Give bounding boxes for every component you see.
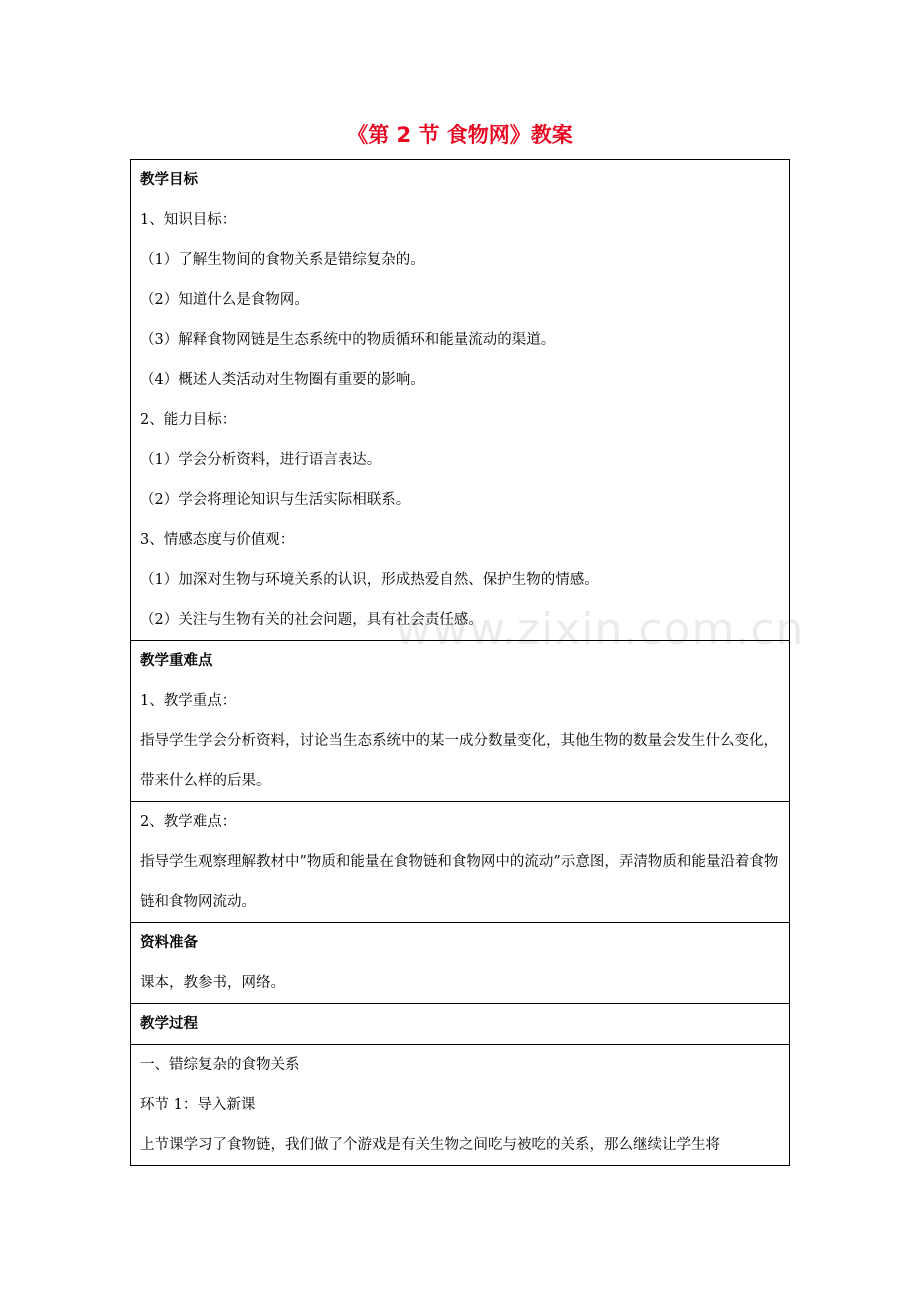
- process-heading-cell: [131, 1004, 790, 1045]
- goals-row: [131, 160, 790, 641]
- lesson-plan-table: [130, 159, 790, 1166]
- difficulties-row: [131, 802, 790, 923]
- key-points-heading: 教学重难点: [140, 653, 213, 669]
- goals-line: （4）概述人类活动对生物圈有重要的影响。: [140, 372, 425, 388]
- goals-line: （1）学会分析资料，进行语言表达。: [140, 452, 382, 468]
- goals-line: （1）加深对生物与环境关系的认识，形成热爱自然、保护生物的情感。: [140, 572, 599, 588]
- key-points-cell: [131, 641, 790, 802]
- watermark: www.zixin.com.cn: [395, 604, 805, 655]
- goals-line: 1、知识目标：: [140, 212, 237, 228]
- goals-line: （2）知道什么是食物网。: [140, 292, 309, 308]
- goals-line: 2、能力目标：: [140, 412, 237, 428]
- difficulties-cell: [131, 802, 790, 923]
- goals-line: 3、情感态度与价值观：: [140, 532, 295, 548]
- process-line: 一、错综复杂的食物关系: [140, 1057, 300, 1073]
- process-heading: 教学过程: [140, 1016, 198, 1032]
- materials-cell: [131, 923, 790, 1004]
- document-title: 《第 2 节 食物网》教案: [347, 123, 573, 147]
- materials-text: 课本，教参书，网络。: [140, 975, 285, 991]
- key-points-subheading: 1、教学重点：: [140, 693, 237, 709]
- process-cell: [131, 1045, 790, 1166]
- goals-line: （2）关注与生物有关的社会问题，具有社会责任感。: [140, 612, 483, 628]
- difficulties-text: 指导学生观察理解教材中”物质和能量在食物链和食物网中的流动”示意图，弄清物质和能量沿着食物链和食物网流动。: [140, 854, 779, 910]
- goals-heading: 教学目标: [140, 172, 198, 188]
- goals-cell: [131, 160, 790, 641]
- materials-row: [131, 923, 790, 1004]
- goals-line: （1）了解生物间的食物关系是错综复杂的。: [140, 252, 425, 268]
- process-line: 环节 1：导入新课: [140, 1097, 256, 1113]
- goals-line: （3）解释食物网链是生态系统中的物质循环和能量流动的渠道。: [140, 332, 556, 348]
- key-points-text: 指导学生学会分析资料，讨论当生态系统中的某一成分数量变化，其他生物的数量会发生什么变化，带来什么样的后果。: [140, 733, 778, 789]
- process-row: [131, 1045, 790, 1166]
- process-heading-row: [131, 1004, 790, 1045]
- key-points-row: [131, 641, 790, 802]
- materials-heading: 资料准备: [140, 935, 198, 951]
- process-line: 上节课学习了食物链，我们做了个游戏是有关生物之间吃与被吃的关系，那么继续让学生将: [140, 1137, 720, 1153]
- goals-line: （2）学会将理论知识与生活实际相联系。: [140, 492, 411, 508]
- difficulties-subheading: 2、教学难点：: [140, 814, 237, 830]
